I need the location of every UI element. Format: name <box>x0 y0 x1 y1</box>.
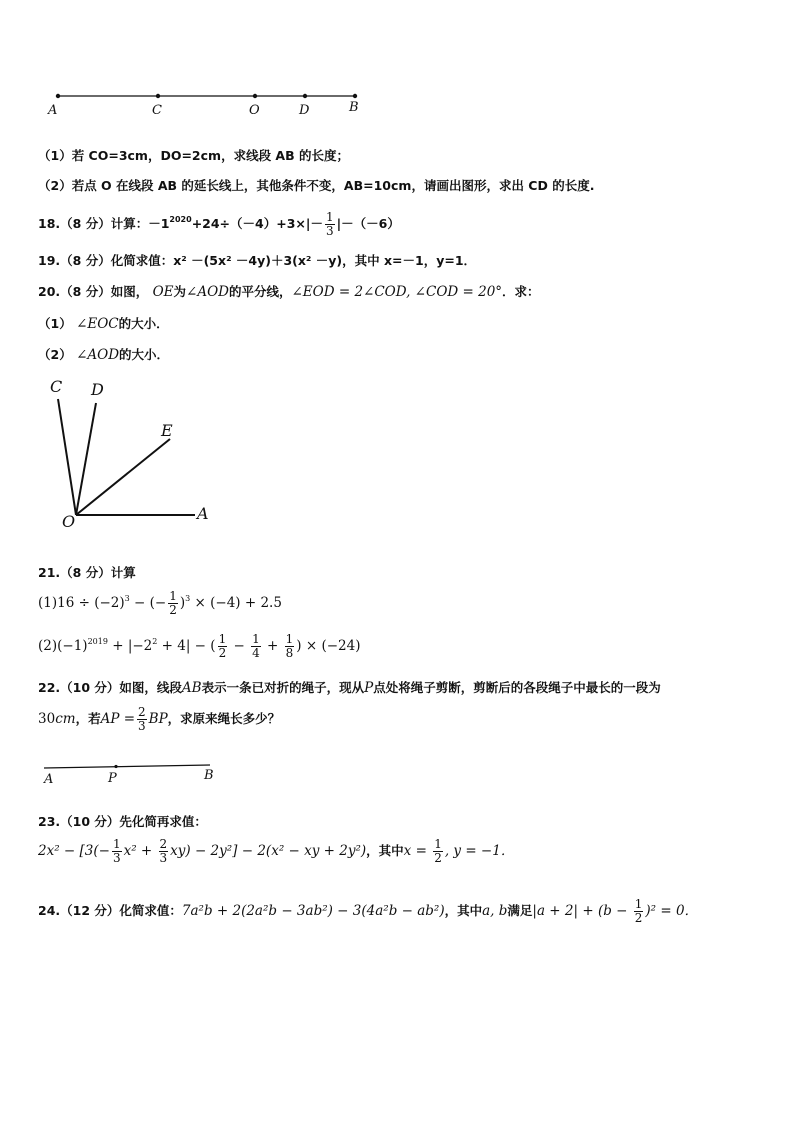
q21-l1-exp1: 3 <box>124 594 130 603</box>
q21-l2-exp1: 2019 <box>87 637 108 646</box>
q23-points: （10 分）先化简再求值： <box>60 814 207 829</box>
q22-points: （10 分）如图，线段 <box>60 680 182 695</box>
q23-expression <box>38 838 514 865</box>
q23-number: 23. <box>38 814 61 829</box>
q17-part2: （2）若点 O 在线段 AB 的延长线上，其他条件不变，AB=10cm，请画出图形，求出 CD 的长度. <box>38 178 595 193</box>
q21-l1-exp2: 3 <box>185 594 191 603</box>
q22-line2 <box>38 706 280 733</box>
q20-number: 20. <box>38 284 61 299</box>
q18-term-a: －1 <box>148 216 170 231</box>
q20-oe: OE <box>152 284 174 300</box>
q20-sub2-angle: ∠AOD <box>76 347 120 363</box>
q22-text-2: 点处将绳子剪断，剪断后的各段绳子中最长的一段为 <box>373 680 661 695</box>
point-label-c: C <box>152 103 162 118</box>
q23-x: x = <box>403 843 432 859</box>
q21-heading <box>38 563 136 581</box>
q22-text-3: ，若 <box>75 711 101 726</box>
rope-label-p: P <box>108 771 117 786</box>
q20-sub2-text: 的大小． <box>119 347 170 362</box>
q22-text-1: 表示一条已对折的绳子，现从 <box>201 680 365 695</box>
q20-text-2: 的平分线， <box>228 284 292 299</box>
q21-points: （8 分）计算 <box>60 565 136 580</box>
q21-l1-a: (1)16 ÷ (−2) <box>38 595 125 611</box>
q22-bp: BP <box>148 711 168 727</box>
q24-ab: a, b <box>482 903 508 919</box>
q21-l1-f: × (−4) + 2.5 <box>190 595 282 611</box>
q24-text-2: 满足 <box>507 903 533 918</box>
q21-line1 <box>38 590 282 617</box>
angle-label-c: C <box>50 377 63 396</box>
q18-term-c: |－（－6） <box>336 216 400 231</box>
q24-number: 24. <box>38 903 61 918</box>
q19-text: （8 分）化简求值：x² －(5x² －4y)＋3(x² －y)，其中 x=－1，y=1． <box>60 253 477 268</box>
q19 <box>38 251 476 269</box>
q23-expr-c: xy) − 2y²] − 2(x² − xy + 2y²) <box>170 843 367 859</box>
q18-points: （8 分）计算： <box>60 216 149 231</box>
q19-number: 19. <box>38 253 61 268</box>
q23-expr-b: x² + <box>123 843 157 859</box>
q18-fraction: $\frac{1}{3}$ <box>325 210 334 238</box>
q21-l2-fraction2: $\frac{1}{4}$ <box>252 632 260 660</box>
point-label-a: A <box>48 103 58 118</box>
q21-line2 <box>38 633 360 660</box>
q21-l2-e: + 4| − ( <box>157 638 216 654</box>
q23-y: , y = −1． <box>444 843 515 859</box>
q23-fraction-x: $\frac{1}{2}$ <box>434 837 442 865</box>
q23-fraction1: $\frac{1}{3}$ <box>112 837 121 865</box>
rope-label-b: B <box>204 768 214 783</box>
q18 <box>38 211 400 238</box>
q21-l1-c: − (− <box>129 595 167 611</box>
q21-l2-fraction3: $\frac{1}{8}$ <box>285 632 294 660</box>
point-label-b: B <box>349 100 359 115</box>
q22-ab: AB <box>181 680 202 696</box>
q20-text-1: 为 <box>173 284 187 299</box>
q20-condition: ∠EOD = 2∠COD, ∠COD = 20° <box>291 284 503 300</box>
angle-label-o: O <box>62 512 76 531</box>
point-label-o: O <box>249 103 260 118</box>
q22-p: P <box>364 680 374 696</box>
q22-unit: cm <box>55 711 76 727</box>
q17-part1: （1）若 CO=3cm，DO=2cm，求线段 AB 的长度； <box>38 148 349 163</box>
q18-exponent: 2020 <box>169 215 192 224</box>
q20-sub2-index: （2） <box>38 347 72 362</box>
q18-term-b: +24÷（－4）+3×|－ <box>191 216 323 231</box>
q20-sub1-angle: ∠EOC <box>76 316 119 332</box>
q21-l2-f: − <box>229 638 250 654</box>
q21-l1-d: ) <box>179 595 186 611</box>
q21-l2-a: (2)(−1) <box>38 638 88 654</box>
q20 <box>38 282 540 300</box>
q22-line1 <box>38 678 661 696</box>
q22-ap: AP = <box>100 711 136 727</box>
q24-condition-b: )² = 0． <box>645 903 699 919</box>
q22-number: 22. <box>38 680 61 695</box>
q21-l2-exp2: 2 <box>152 637 158 646</box>
angle-label-e: E <box>161 421 173 440</box>
q20-sub1-index: （1） <box>38 316 72 331</box>
q24-fraction: $\frac{1}{2}$ <box>634 897 643 925</box>
q21-l1-fraction: $\frac{1}{2}$ <box>169 589 177 617</box>
rope-label-a: A <box>44 772 54 787</box>
q21-l2-fraction1: $\frac{1}{2}$ <box>218 632 227 660</box>
q22-length: 30 <box>38 711 56 727</box>
q20-text-3: ．求： <box>502 284 540 299</box>
q21-number: 21. <box>38 565 61 580</box>
angle-label-d: D <box>91 380 104 399</box>
q21-l2-h: ) × (−24) <box>296 638 361 654</box>
q20-sub1 <box>38 314 169 332</box>
q21-l2-c: + |−2 <box>107 638 153 654</box>
segment-figure <box>40 86 380 122</box>
q20-angle-aod: ∠AOD <box>186 284 229 300</box>
q23-text: ，其中 <box>366 843 404 858</box>
q24-expression: 7a²b + 2(2a²b − 3ab²) − 3(4a²b − ab²) <box>181 903 445 919</box>
q20-sub1-text: 的大小． <box>118 316 169 331</box>
angle-label-a: A <box>197 504 209 523</box>
q24-condition-a: |a + 2| + (b − <box>532 903 632 919</box>
q24 <box>38 898 698 925</box>
q23-expr-a: 2x² − [3(− <box>38 843 110 859</box>
q18-number: 18. <box>38 216 61 231</box>
q24-text-1: ，其中 <box>444 903 483 918</box>
q22-fraction: $\frac{2}{3}$ <box>138 705 146 733</box>
q20-sub2 <box>38 345 169 363</box>
point-label-d: D <box>299 103 310 118</box>
q21-l2-g: + <box>262 638 283 654</box>
q23-heading <box>38 812 207 830</box>
q23-fraction2: $\frac{2}{3}$ <box>159 837 168 865</box>
q22-text-4: ，求原来绳长多少？ <box>167 711 281 726</box>
rope-figure <box>40 760 220 780</box>
q24-points: （12 分）化简求值： <box>60 903 182 918</box>
q20-points: （8 分）如图， <box>60 284 149 299</box>
